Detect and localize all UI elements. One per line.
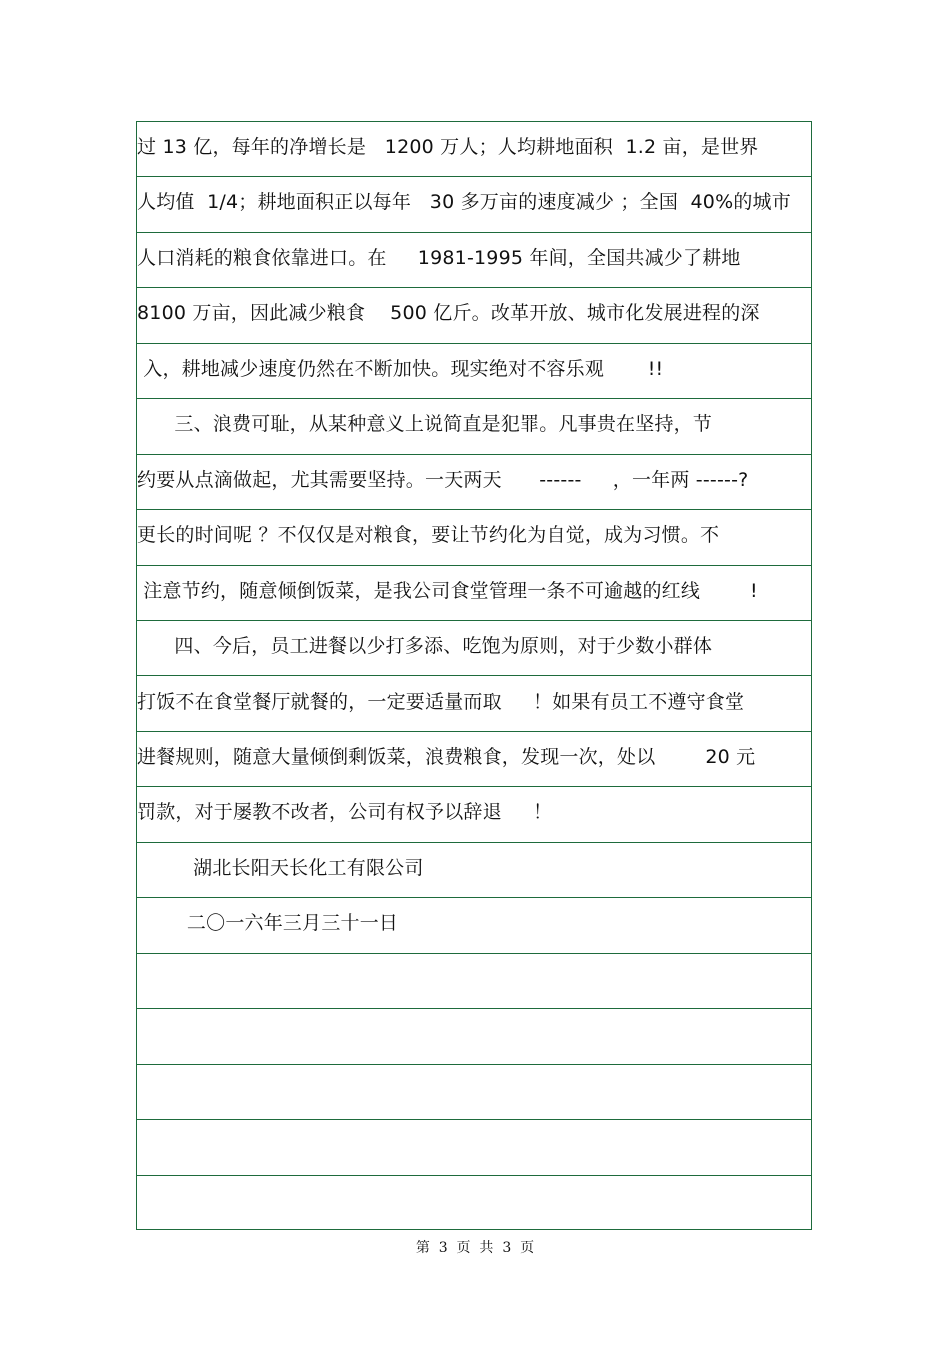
blank-line	[137, 1120, 811, 1175]
text-line	[137, 344, 811, 399]
text-line	[137, 177, 811, 232]
page-number: 第 3 页 共 3 页	[415, 1240, 535, 1256]
text-line	[137, 288, 811, 343]
text-line	[137, 122, 811, 177]
line-text: 8100 万亩，因此减少粮食 500 亿斤。改革开放、城市化发展进程的深	[137, 302, 760, 325]
text-line	[137, 677, 811, 732]
text-line	[137, 732, 811, 787]
text-line	[137, 898, 811, 953]
line-text: 三、浪费可耻，从某种意义上说简直是犯罪。凡事贵在坚持，节	[137, 413, 713, 436]
text-line	[137, 787, 811, 842]
blank-line	[137, 1065, 811, 1120]
blank-line	[137, 1009, 811, 1064]
line-text: 入，耕地减少速度仍然在不断加快。现实绝对不容乐观 !!	[137, 357, 664, 380]
line-text: 进餐规则，随意大量倾倒剩饭菜，浪费粮食，发现一次，处以 20 元	[137, 745, 756, 768]
line-text: 注意节约，随意倾倒饭菜，是我公司食堂管理一条不可逾越的红线 !	[137, 579, 758, 602]
text-line	[137, 233, 811, 288]
document-date: 二〇一六年三月三十一日	[137, 912, 399, 935]
text-line	[137, 621, 811, 676]
line-text: 四、今后，员工进餐以少打多添、吃饱为原则，对于少数小群体	[137, 635, 713, 658]
line-text: 罚款，对于屡教不改者，公司有权予以辞退 ！	[137, 801, 553, 824]
document-page	[136, 121, 812, 1230]
line-text: 打饭不在食堂餐厅就餐的，一定要适量而取 ！如果有员工不遵守食堂	[137, 690, 745, 713]
line-text: 约要从点滴做起，尤其需要坚持。一天两天 ------ ，一年两 ------?	[137, 468, 749, 491]
line-text: 更长的时间呢 ？不仅仅是对粮食，要让节约化为自觉，成为习惯。不	[137, 524, 720, 547]
blank-line	[137, 1176, 811, 1231]
text-line	[137, 510, 811, 565]
line-text: 过 13 亿，每年的净增长是 1200 万人；人均耕地面积 1.2 亩，是世界	[137, 136, 759, 158]
line-text: 人均值 1/4；耕地面积正以每年 30 多万亩的速度减少 ；全国 40%的城市	[137, 191, 791, 214]
text-line	[137, 455, 811, 510]
blank-line	[137, 954, 811, 1009]
text-line	[137, 843, 811, 898]
line-text: 人口消耗的粮食依靠进口。在 1981-1995 年间，全国共减少了耕地	[137, 246, 741, 269]
text-line	[137, 566, 811, 621]
text-line	[137, 399, 811, 454]
company-name: 湖北长阳天长化工有限公司	[137, 856, 424, 879]
